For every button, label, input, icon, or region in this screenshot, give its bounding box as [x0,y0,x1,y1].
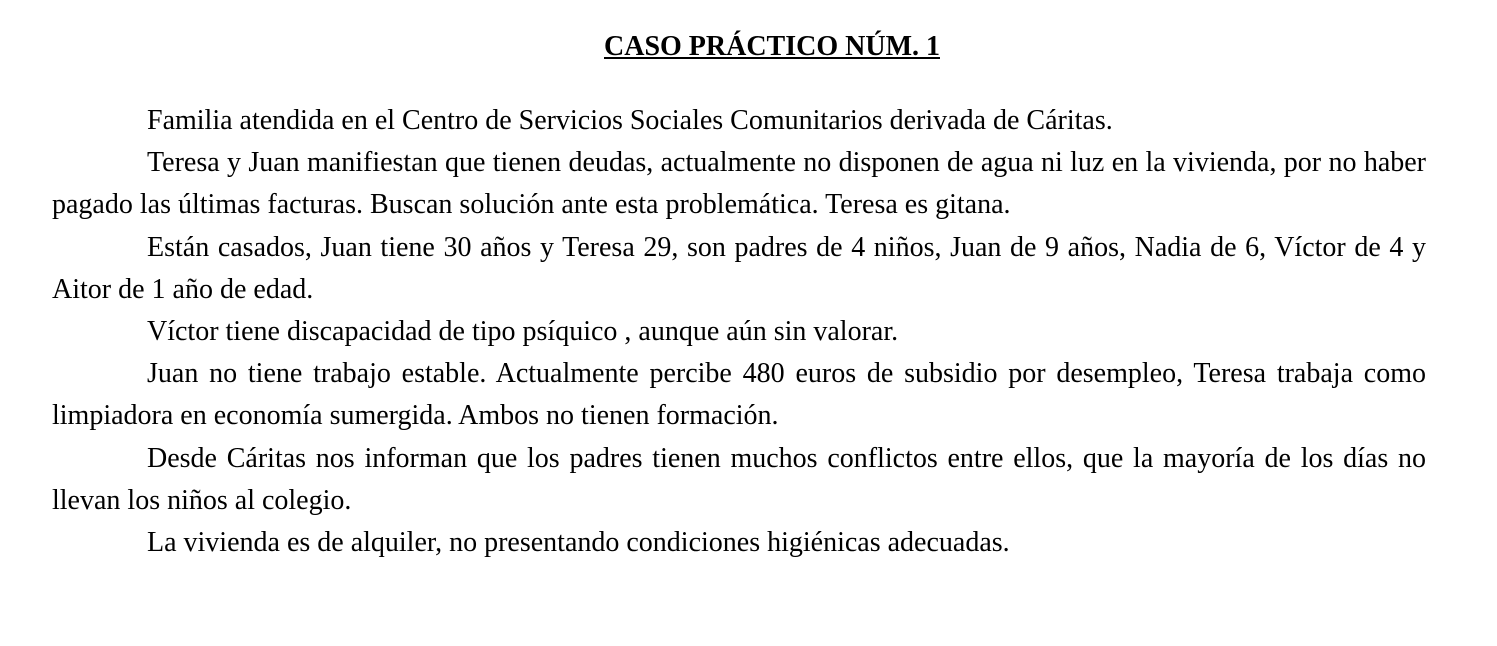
document-page [52,28,1426,564]
document-title: CASO PRÁCTICO NÚM. 1 [604,31,940,62]
paragraph-housing: La vivienda es de alquiler, no presentando condiciones higiénicas adecuadas. [147,527,1010,559]
paragraph-family-origin: Familia atendida en el Centro de Servicios Sociales Comunitarios derivada de Cáritas. [147,105,1113,136]
paragraph-family-members: Están casados, Juan tiene 30 años y Teresa 29, son padres de 4 niños, Juan de 9 años, Nadia de 6, Víctor de 4 y Aitor de 1 año de edad. [52,231,1426,305]
paragraph-employment: Juan no tiene trabajo estable. Actualmente percibe 480 euros de subsidio por desempleo, Teresa trabaja como limpiadora en economía sumergida. Ambos no tienen formación. [52,358,1426,432]
paragraph-conflicts: Desde Cáritas nos informan que los padres tienen muchos conflictos entre ellos, que la mayoría de los días no llevan los niños al colegio. [52,442,1426,516]
paragraph-disability: Víctor tiene discapacidad de tipo psíquico , aunque aún sin valorar. [147,316,899,348]
paragraph-debts: Teresa y Juan manifiestan que tienen deudas, actualmente no disponen de agua ni luz en la vivienda, por no haber pagado las últimas facturas. Buscan solución ante esta problemática. Teresa es gitana. [52,147,1426,221]
